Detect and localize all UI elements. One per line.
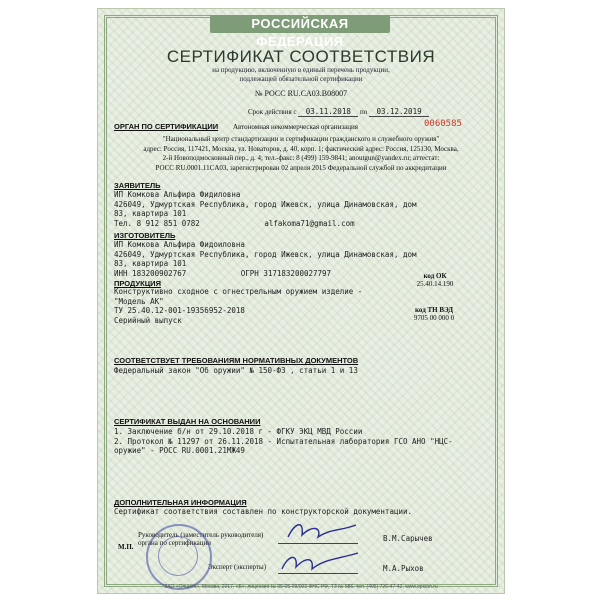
manufacturer-name: ИП Комкова Альфира Фидоиловна [114, 240, 245, 249]
validity-from: 03.11.2018 [298, 107, 358, 117]
product-heading: ПРОДУКЦИЯ [114, 279, 161, 288]
head-label-2: органа по сертификации [138, 539, 212, 547]
basis-line-3: оружие" - РОСС RU.0001.21МЖ49 [114, 446, 245, 455]
tnved-label: код ТН ВЭД [414, 306, 454, 314]
manufacturer-heading: ИЗГОТОВИТЕЛЬ [114, 231, 176, 240]
basis-heading: СЕРТИФИКАТ ВЫДАН НА ОСНОВАНИИ [114, 417, 261, 426]
product-line-4: Серийный выпуск [114, 315, 182, 325]
requirements-line: Федеральный закон "Об оружии" № 150-ФЗ , статьи 1 и 13 [114, 366, 358, 375]
organ-line-4: 2-й Новоподмосковный пер., д. 4; тел.-факс: 8 (499) 159-9841; anoutgun@yandex.ru; аттестат: [162, 154, 440, 162]
organ-details [114, 135, 488, 173]
tnved-code [394, 306, 474, 322]
applicant-address-2: 83, квартира 101 [114, 209, 187, 218]
additional-heading: ДОПОЛНИТЕЛЬНАЯ ИНФОРМАЦИЯ [114, 498, 247, 507]
requirements-heading: СООТВЕТСТВУЕТ ТРЕБОВАНИЯМ НОРМАТИВНЫХ ДОКУМЕНТОВ [114, 356, 359, 365]
expert-signature [278, 547, 362, 575]
manufacturer-address-1: 426049, Удмуртская Республика, город Ижевск, улица Динамовская, дом [114, 249, 417, 259]
head-label: Руководитель (заместитель руководителя) [138, 531, 264, 539]
printer-footer: ЗАО «Опцион», Москва, 2017, «Б», лицензия № 05-05-09/003 ФНС РФ, ТЗ № 986, тел. (495) 726-47-42, www.opcion.ru [164, 584, 438, 590]
applicant-address-1: 426049, Удмуртская Республика, город Ижевск, улица Динамовская, дом [114, 199, 417, 209]
organ-line-1: Автономная некоммерческая организация [233, 123, 358, 131]
manufacturer-ogrn: ОГРН 317183200027797 [240, 268, 332, 278]
product-line-3: ТУ 25.40.12-001-19356952-2018 [114, 306, 245, 315]
expert-name: М.А.Рыхов [383, 564, 424, 573]
subtitle-line: на продукцию, включенную в единый перечень продукции, [212, 66, 390, 74]
validity-label: Срок действия с [248, 108, 297, 116]
basis-line-2: 2. Протокол № 11297 от 26.11.2018 - Испытательная лаборатория ГСО АНО "НЦС- [114, 436, 453, 446]
organ-line-5: РОСС RU.0001.11CA03, зарегистрирован 02 апреля 2015 Федеральной службой по аккредитации [155, 163, 447, 172]
organ-line-2: "Национальный центр стандартизации и сертификации гражданского и служебного оружия" [162, 135, 440, 143]
okp-value: 25.40.14.190 [416, 280, 454, 288]
tnved-value: 9705 00 000 0 [413, 314, 455, 322]
certificate-sheet [97, 8, 505, 594]
okp-label: код ОК [423, 272, 447, 280]
applicant-block [114, 190, 474, 228]
head-signature [282, 517, 362, 545]
basis-line-1: 1. Заключение б/н от 29.10.2018 г - ФГКУ ЭКЦ МВД России [114, 427, 363, 436]
organization-stamp [146, 524, 212, 590]
applicant-email: alfakoma71@gmail.com [264, 218, 355, 228]
certificate-number [98, 89, 504, 98]
basis-block [114, 427, 494, 456]
head-name: В.М.Сарычев [383, 534, 433, 543]
validity-to: 03.12.2019 [369, 107, 429, 117]
document-title: СЕРТИФИКАТ СООТВЕТСТВИЯ [166, 47, 436, 66]
organ-line-3: адрес: Россия, 117421, Москва, ул. Новаторов, д. 40, корп. 1; фактический адрес: Россия, 125130, Москва, [143, 144, 459, 153]
applicant-contacts [114, 219, 474, 229]
okp-code [400, 272, 470, 288]
applicant-name: ИП Комкова Альфира Фидиловна [114, 190, 241, 199]
validity-to-label: по [360, 108, 368, 116]
country-banner: РОССИЙСКАЯ ФЕДЕРАЦИЯ [210, 15, 390, 33]
expert-label: Эксперт (эксперты) [208, 563, 267, 571]
document-subtitle [158, 66, 444, 84]
validity-period [248, 107, 429, 117]
subtitle-line: подлежащей обязательной сертификации [239, 75, 363, 83]
product-line-1: Конструктивно сходное с огнестрельным оружием изделие - [114, 287, 363, 296]
applicant-phone: Тел. 8 912 851 0782 [114, 218, 200, 228]
stamp-label: М.П. [118, 543, 134, 551]
product-line-2: "Модель АК" [114, 296, 164, 306]
manufacturer-address-2: 83, квартира 101 [114, 259, 187, 268]
organ-heading: ОРГАН ПО СЕРТИФИКАЦИИ [114, 122, 219, 131]
stamp-inner-ring [158, 536, 198, 576]
manufacturer-inn: ИНН 183200902767 [114, 268, 187, 278]
serial-number: 0060585 [424, 119, 462, 129]
applicant-heading: ЗАЯВИТЕЛЬ [114, 181, 161, 190]
product-block [114, 287, 394, 325]
number-prefix: № [254, 89, 263, 98]
additional-line: Сертификат соответствия составлен по конструкторской документации. [114, 507, 413, 516]
number-value: РОСС RU.CA03.B08007 [264, 89, 348, 98]
